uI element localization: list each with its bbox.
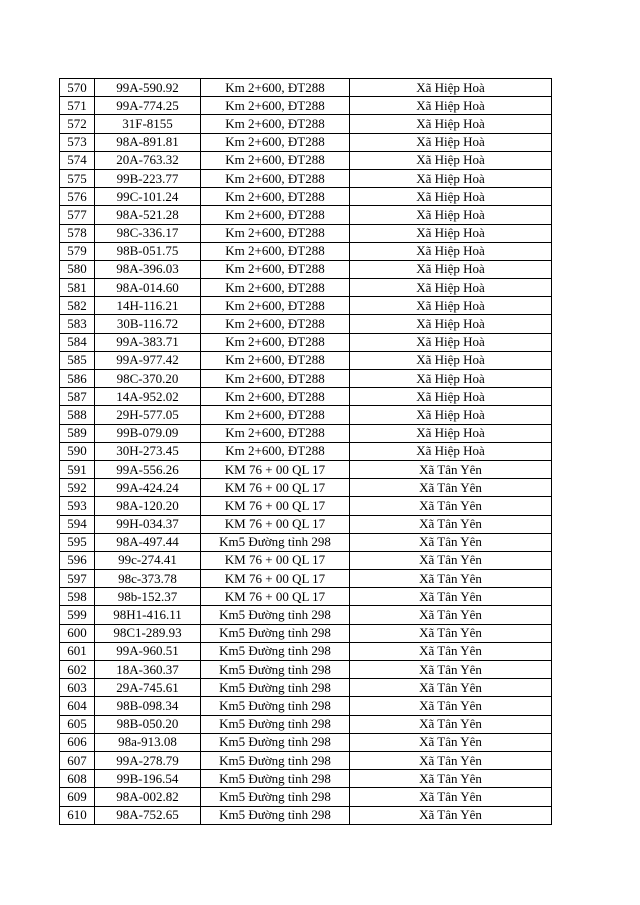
table-row: [60, 806, 552, 824]
table-row: [60, 115, 552, 133]
license-plate-cell: 98A-014.60: [95, 279, 201, 297]
row-number-cell: 582: [60, 297, 95, 315]
license-plate-cell: 98B-051.75: [95, 242, 201, 260]
row-number-cell: 578: [60, 224, 95, 242]
location-cell: Km5 Đường tỉnh 298: [201, 733, 350, 751]
license-plate-cell: 98C1-289.93: [95, 624, 201, 642]
table-row: [60, 188, 552, 206]
location-cell: Km 2+600, ĐT288: [201, 79, 350, 97]
commune-cell: Xã Hiệp Hoà: [350, 351, 552, 369]
license-plate-cell: 14A-952.02: [95, 388, 201, 406]
commune-cell: Xã Hiệp Hoà: [350, 115, 552, 133]
license-plate-cell: 98A-002.82: [95, 788, 201, 806]
table-row: [60, 279, 552, 297]
license-plate-cell: 98A-497.44: [95, 533, 201, 551]
license-plate-cell: 98B-098.34: [95, 697, 201, 715]
row-number-cell: 606: [60, 733, 95, 751]
row-number-cell: 576: [60, 188, 95, 206]
location-cell: Km5 Đường tỉnh 298: [201, 624, 350, 642]
license-plate-cell: 99A-383.71: [95, 333, 201, 351]
location-cell: Km 2+600, ĐT288: [201, 151, 350, 169]
location-cell: Km 2+600, ĐT288: [201, 115, 350, 133]
license-plate-cell: 98c-373.78: [95, 570, 201, 588]
table-row: [60, 97, 552, 115]
row-number-cell: 584: [60, 333, 95, 351]
license-plate-cell: 99A-960.51: [95, 642, 201, 660]
row-number-cell: 607: [60, 751, 95, 769]
row-number-cell: 609: [60, 788, 95, 806]
location-cell: Km5 Đường tỉnh 298: [201, 788, 350, 806]
license-plate-cell: 99C-101.24: [95, 188, 201, 206]
table-body: [60, 79, 552, 825]
license-plate-cell: 99A-424.24: [95, 479, 201, 497]
commune-cell: Xã Hiệp Hoà: [350, 242, 552, 260]
location-cell: Km 2+600, ĐT288: [201, 333, 350, 351]
license-plate-cell: 99A-977.42: [95, 351, 201, 369]
row-number-cell: 598: [60, 588, 95, 606]
row-number-cell: 571: [60, 97, 95, 115]
license-plate-cell: 98A-396.03: [95, 260, 201, 278]
location-cell: Km 2+600, ĐT288: [201, 297, 350, 315]
row-number-cell: 601: [60, 642, 95, 660]
location-cell: Km5 Đường tỉnh 298: [201, 806, 350, 824]
row-number-cell: 572: [60, 115, 95, 133]
row-number-cell: 588: [60, 406, 95, 424]
row-number-cell: 600: [60, 624, 95, 642]
row-number-cell: 591: [60, 460, 95, 478]
commune-cell: Xã Hiệp Hoà: [350, 279, 552, 297]
commune-cell: Xã Tân Yên: [350, 606, 552, 624]
license-plate-cell: 30B-116.72: [95, 315, 201, 333]
license-plate-cell: 29H-577.05: [95, 406, 201, 424]
row-number-cell: 592: [60, 479, 95, 497]
commune-cell: Xã Tân Yên: [350, 588, 552, 606]
location-cell: Km 2+600, ĐT288: [201, 388, 350, 406]
license-plate-cell: 98A-752.65: [95, 806, 201, 824]
license-plate-cell: 98A-891.81: [95, 133, 201, 151]
row-number-cell: 608: [60, 770, 95, 788]
location-cell: Km5 Đường tỉnh 298: [201, 679, 350, 697]
license-plate-cell: 99A-774.25: [95, 97, 201, 115]
license-plate-cell: 14H-116.21: [95, 297, 201, 315]
license-plate-cell: 98A-120.20: [95, 497, 201, 515]
row-number-cell: 597: [60, 570, 95, 588]
table-row: [60, 533, 552, 551]
commune-cell: Xã Hiệp Hoà: [350, 297, 552, 315]
license-plate-cell: 99A-590.92: [95, 79, 201, 97]
table-row: [60, 679, 552, 697]
location-cell: Km 2+600, ĐT288: [201, 279, 350, 297]
commune-cell: Xã Tân Yên: [350, 751, 552, 769]
license-plate-cell: 99H-034.37: [95, 515, 201, 533]
row-number-cell: 587: [60, 388, 95, 406]
table-row: [60, 733, 552, 751]
license-plate-cell: 98H1-416.11: [95, 606, 201, 624]
commune-cell: Xã Hiệp Hoà: [350, 442, 552, 460]
table-row: [60, 260, 552, 278]
location-cell: Km 2+600, ĐT288: [201, 424, 350, 442]
license-plate-cell: 99B-223.77: [95, 169, 201, 187]
row-number-cell: 586: [60, 370, 95, 388]
table-row: [60, 788, 552, 806]
license-plate-cell: 99A-278.79: [95, 751, 201, 769]
table-row: [60, 715, 552, 733]
row-number-cell: 570: [60, 79, 95, 97]
location-cell: KM 76 + 00 QL 17: [201, 551, 350, 569]
table-row: [60, 442, 552, 460]
table-row: [60, 333, 552, 351]
license-plate-cell: 99B-196.54: [95, 770, 201, 788]
table-row: [60, 133, 552, 151]
location-cell: Km5 Đường tỉnh 298: [201, 715, 350, 733]
location-cell: Km5 Đường tỉnh 298: [201, 642, 350, 660]
location-cell: KM 76 + 00 QL 17: [201, 588, 350, 606]
commune-cell: Xã Hiệp Hoà: [350, 315, 552, 333]
commune-cell: Xã Hiệp Hoà: [350, 424, 552, 442]
license-plate-cell: 98b-152.37: [95, 588, 201, 606]
commune-cell: Xã Tân Yên: [350, 733, 552, 751]
commune-cell: Xã Hiệp Hoà: [350, 406, 552, 424]
table-row: [60, 588, 552, 606]
location-cell: Km5 Đường tỉnh 298: [201, 606, 350, 624]
license-plate-cell: 98A-521.28: [95, 206, 201, 224]
location-cell: Km 2+600, ĐT288: [201, 370, 350, 388]
commune-cell: Xã Tân Yên: [350, 788, 552, 806]
table-row: [60, 224, 552, 242]
row-number-cell: 603: [60, 679, 95, 697]
license-plate-cell: 31F-8155: [95, 115, 201, 133]
row-number-cell: 575: [60, 169, 95, 187]
location-cell: Km 2+600, ĐT288: [201, 242, 350, 260]
commune-cell: Xã Tân Yên: [350, 715, 552, 733]
table-row: [60, 460, 552, 478]
commune-cell: Xã Tân Yên: [350, 515, 552, 533]
table-row: [60, 606, 552, 624]
row-number-cell: 596: [60, 551, 95, 569]
location-cell: KM 76 + 00 QL 17: [201, 515, 350, 533]
commune-cell: Xã Tân Yên: [350, 770, 552, 788]
commune-cell: Xã Hiệp Hoà: [350, 151, 552, 169]
table-row: [60, 151, 552, 169]
license-plate-cell: 18A-360.37: [95, 661, 201, 679]
row-number-cell: 581: [60, 279, 95, 297]
row-number-cell: 610: [60, 806, 95, 824]
row-number-cell: 605: [60, 715, 95, 733]
commune-cell: Xã Hiệp Hoà: [350, 79, 552, 97]
commune-cell: Xã Tân Yên: [350, 460, 552, 478]
location-cell: Km5 Đường tỉnh 298: [201, 751, 350, 769]
location-cell: Km 2+600, ĐT288: [201, 169, 350, 187]
license-plate-cell: 98C-370.20: [95, 370, 201, 388]
location-cell: Km 2+600, ĐT288: [201, 315, 350, 333]
commune-cell: Xã Hiệp Hoà: [350, 133, 552, 151]
license-plate-cell: 99A-556.26: [95, 460, 201, 478]
row-number-cell: 599: [60, 606, 95, 624]
commune-cell: Xã Hiệp Hoà: [350, 97, 552, 115]
row-number-cell: 580: [60, 260, 95, 278]
commune-cell: Xã Hiệp Hoà: [350, 188, 552, 206]
commune-cell: Xã Tân Yên: [350, 642, 552, 660]
table-row: [60, 388, 552, 406]
location-cell: Km 2+600, ĐT288: [201, 133, 350, 151]
table-row: [60, 424, 552, 442]
location-cell: Km 2+600, ĐT288: [201, 97, 350, 115]
location-cell: Km5 Đường tỉnh 298: [201, 770, 350, 788]
commune-cell: Xã Hiệp Hoà: [350, 388, 552, 406]
commune-cell: Xã Tân Yên: [350, 479, 552, 497]
location-cell: Km 2+600, ĐT288: [201, 188, 350, 206]
commune-cell: Xã Hiệp Hoà: [350, 224, 552, 242]
row-number-cell: 579: [60, 242, 95, 260]
license-plate-cell: 20A-763.32: [95, 151, 201, 169]
table-row: [60, 751, 552, 769]
table-row: [60, 315, 552, 333]
table-row: [60, 570, 552, 588]
row-number-cell: 573: [60, 133, 95, 151]
commune-cell: Xã Tân Yên: [350, 570, 552, 588]
row-number-cell: 602: [60, 661, 95, 679]
table-row: [60, 242, 552, 260]
commune-cell: Xã Tân Yên: [350, 697, 552, 715]
table-row: [60, 479, 552, 497]
license-plate-cell: 98B-050.20: [95, 715, 201, 733]
table-row: [60, 515, 552, 533]
location-cell: Km 2+600, ĐT288: [201, 206, 350, 224]
table-row: [60, 169, 552, 187]
row-number-cell: 590: [60, 442, 95, 460]
row-number-cell: 583: [60, 315, 95, 333]
row-number-cell: 577: [60, 206, 95, 224]
commune-cell: Xã Hiệp Hoà: [350, 206, 552, 224]
table-row: [60, 79, 552, 97]
location-cell: Km 2+600, ĐT288: [201, 224, 350, 242]
table-row: [60, 406, 552, 424]
commune-cell: Xã Hiệp Hoà: [350, 333, 552, 351]
commune-cell: Xã Hiệp Hoà: [350, 260, 552, 278]
location-cell: Km5 Đường tỉnh 298: [201, 697, 350, 715]
commune-cell: Xã Hiệp Hoà: [350, 370, 552, 388]
commune-cell: Xã Tân Yên: [350, 551, 552, 569]
table-row: [60, 661, 552, 679]
row-number-cell: 604: [60, 697, 95, 715]
table-row: [60, 497, 552, 515]
commune-cell: Xã Tân Yên: [350, 679, 552, 697]
license-plate-cell: 30H-273.45: [95, 442, 201, 460]
table-row: [60, 642, 552, 660]
row-number-cell: 593: [60, 497, 95, 515]
row-number-cell: 595: [60, 533, 95, 551]
table-row: [60, 206, 552, 224]
table-row: [60, 351, 552, 369]
location-cell: KM 76 + 00 QL 17: [201, 479, 350, 497]
commune-cell: Xã Tân Yên: [350, 624, 552, 642]
location-cell: Km5 Đường tỉnh 298: [201, 661, 350, 679]
table-row: [60, 370, 552, 388]
license-plate-cell: 98a-913.08: [95, 733, 201, 751]
table-row: [60, 770, 552, 788]
location-cell: Km 2+600, ĐT288: [201, 260, 350, 278]
license-plate-cell: 29A-745.61: [95, 679, 201, 697]
location-cell: KM 76 + 00 QL 17: [201, 497, 350, 515]
row-number-cell: 585: [60, 351, 95, 369]
license-plate-cell: 98C-336.17: [95, 224, 201, 242]
commune-cell: Xã Tân Yên: [350, 661, 552, 679]
violation-table: [59, 78, 552, 825]
location-cell: Km5 Đường tỉnh 298: [201, 533, 350, 551]
row-number-cell: 594: [60, 515, 95, 533]
location-cell: KM 76 + 00 QL 17: [201, 570, 350, 588]
commune-cell: Xã Tân Yên: [350, 533, 552, 551]
location-cell: Km 2+600, ĐT288: [201, 351, 350, 369]
location-cell: Km 2+600, ĐT288: [201, 442, 350, 460]
table-row: [60, 551, 552, 569]
commune-cell: Xã Tân Yên: [350, 806, 552, 824]
row-number-cell: 574: [60, 151, 95, 169]
table-row: [60, 297, 552, 315]
commune-cell: Xã Hiệp Hoà: [350, 169, 552, 187]
row-number-cell: 589: [60, 424, 95, 442]
license-plate-cell: 99c-274.41: [95, 551, 201, 569]
location-cell: KM 76 + 00 QL 17: [201, 460, 350, 478]
license-plate-cell: 99B-079.09: [95, 424, 201, 442]
location-cell: Km 2+600, ĐT288: [201, 406, 350, 424]
commune-cell: Xã Tân Yên: [350, 497, 552, 515]
table-row: [60, 624, 552, 642]
table-row: [60, 697, 552, 715]
